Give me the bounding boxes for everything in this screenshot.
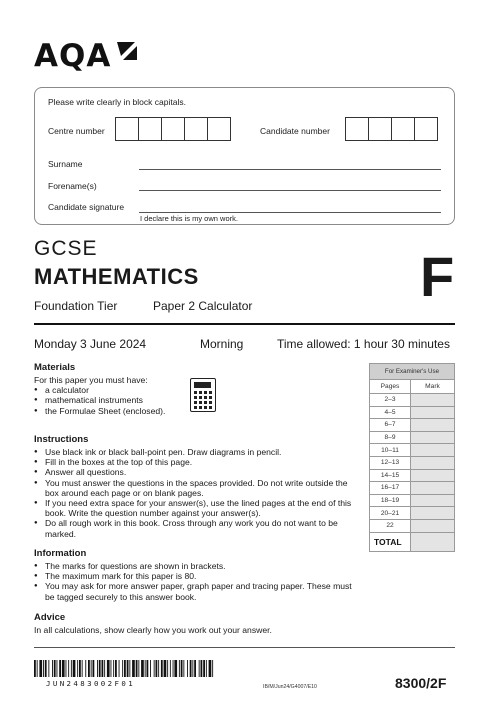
centre-number-label: Centre number bbox=[48, 126, 105, 136]
materials-heading: Materials bbox=[34, 362, 76, 373]
materials-intro: For this paper you must have: bbox=[34, 375, 148, 385]
centre-digit-box[interactable] bbox=[115, 117, 139, 141]
materials-list bbox=[34, 385, 214, 416]
pages-cell: 4–5 bbox=[370, 406, 411, 419]
table-row bbox=[370, 507, 455, 520]
table-row bbox=[370, 456, 455, 469]
mark-cell bbox=[411, 406, 455, 419]
information-list bbox=[34, 561, 354, 602]
instructions-heading: Instructions bbox=[34, 434, 89, 445]
mark-cell bbox=[411, 456, 455, 469]
pages-cell: 16–17 bbox=[370, 482, 411, 495]
advice-heading: Advice bbox=[34, 612, 66, 623]
table-row bbox=[370, 482, 455, 495]
table-row bbox=[370, 431, 455, 444]
mark-cell bbox=[411, 494, 455, 507]
materials-item: ● mathematical instruments bbox=[34, 395, 214, 405]
signature-label: Candidate signature bbox=[48, 202, 125, 212]
instruction-item: ● Use black ink or black ball-point pen. Draw diagrams in pencil. bbox=[34, 447, 359, 457]
materials-item: ● the Formulae Sheet (enclosed). bbox=[34, 406, 214, 416]
table-row bbox=[370, 419, 455, 432]
table-row bbox=[370, 406, 455, 419]
pages-cell: 2–3 bbox=[370, 394, 411, 407]
specification-code: 8300/2F bbox=[395, 675, 447, 691]
candidate-digit-box[interactable] bbox=[345, 117, 369, 141]
paper-reference: IB/M/Jun24/G4007/E10 bbox=[263, 684, 317, 690]
candidate-digit-box[interactable] bbox=[391, 117, 415, 141]
calculator-icon bbox=[190, 378, 216, 412]
information-item: ● The marks for questions are shown in brackets. bbox=[34, 561, 354, 571]
forenames-label: Forename(s) bbox=[48, 181, 97, 191]
advice-section bbox=[34, 612, 364, 635]
candidate-digit-box[interactable] bbox=[414, 117, 438, 141]
logo-wordmark: AQA bbox=[34, 38, 112, 74]
aqa-logo bbox=[34, 38, 139, 74]
exam-date: Monday 3 June 2024 bbox=[34, 337, 147, 351]
examiners-use-table bbox=[369, 363, 455, 552]
declaration-text: I declare this is my own work. bbox=[140, 214, 238, 223]
centre-digit-box[interactable] bbox=[184, 117, 208, 141]
pages-cell: 18–19 bbox=[370, 494, 411, 507]
subject-title: MATHEMATICS bbox=[34, 264, 199, 289]
aqa-tick-icon bbox=[115, 40, 139, 62]
pages-cell: 22 bbox=[370, 519, 411, 532]
advice-text: In all calculations, show clearly how you work out your answer. bbox=[34, 625, 272, 635]
instruction-item: ● If you need extra space for your answer(s), use the lined pages at the end of this book. Write the question number against your answer(s). bbox=[34, 498, 359, 518]
candidate-number-label: Candidate number bbox=[260, 126, 330, 136]
barcode-text: JUN2483002F01 bbox=[46, 679, 136, 688]
total-label: TOTAL bbox=[370, 532, 411, 551]
materials-section bbox=[34, 362, 214, 416]
candidate-details-box bbox=[34, 87, 455, 225]
table-row bbox=[370, 519, 455, 532]
pages-cell: 10–11 bbox=[370, 444, 411, 457]
instruction-item: ● Fill in the boxes at the top of this page. bbox=[34, 457, 359, 467]
mark-cell bbox=[411, 482, 455, 495]
centre-digit-box[interactable] bbox=[138, 117, 162, 141]
instruction-item: ● You must answer the questions in the spaces provided. Do not write outside the box around each page or on blank pages. bbox=[34, 478, 359, 498]
information-item: ● You may ask for more answer paper, graph paper and tracing paper. These must be tagged securely to this answer book. bbox=[34, 581, 354, 601]
mark-cell bbox=[411, 507, 455, 520]
table-row bbox=[370, 444, 455, 457]
tier-label: Foundation Tier bbox=[34, 299, 118, 313]
pages-cell: 20–21 bbox=[370, 507, 411, 520]
instruction-item: ● Do all rough work in this book. Cross through any work you do not want to be marked. bbox=[34, 518, 359, 538]
mark-cell bbox=[411, 431, 455, 444]
mark-column-header: Mark bbox=[411, 380, 455, 394]
surname-field[interactable] bbox=[139, 169, 441, 170]
information-item: ● The maximum mark for this paper is 80. bbox=[34, 571, 354, 581]
centre-digit-box[interactable] bbox=[207, 117, 231, 141]
instruction-item: ● Answer all questions. bbox=[34, 467, 359, 477]
block-capitals-instruction: Please write clearly in block capitals. bbox=[48, 97, 186, 107]
mark-cell bbox=[411, 519, 455, 532]
paper-label: Paper 2 Calculator bbox=[153, 299, 253, 313]
examiners-use-title: For Examiner's Use bbox=[370, 364, 455, 380]
table-row bbox=[370, 469, 455, 482]
signature-field[interactable] bbox=[139, 212, 441, 213]
mark-cell bbox=[411, 444, 455, 457]
qualification-title: GCSE bbox=[34, 237, 98, 260]
pages-cell: 6–7 bbox=[370, 419, 411, 432]
mark-cell bbox=[411, 419, 455, 432]
mark-cell bbox=[411, 394, 455, 407]
pages-cell: 14–15 bbox=[370, 469, 411, 482]
total-mark-cell bbox=[411, 532, 455, 551]
centre-digit-box[interactable] bbox=[161, 117, 185, 141]
pages-cell: 8–9 bbox=[370, 431, 411, 444]
information-heading: Information bbox=[34, 548, 87, 559]
barcode bbox=[34, 660, 214, 677]
surname-label: Surname bbox=[48, 159, 83, 169]
mark-cell bbox=[411, 469, 455, 482]
information-section bbox=[34, 548, 354, 602]
time-allowed: Time allowed: 1 hour 30 minutes bbox=[277, 337, 450, 351]
tier-letter: F bbox=[420, 245, 455, 308]
table-row bbox=[370, 394, 455, 407]
pages-cell: 12–13 bbox=[370, 456, 411, 469]
footer-divider bbox=[34, 647, 455, 648]
total-row bbox=[370, 532, 455, 551]
table-row bbox=[370, 494, 455, 507]
candidate-digit-box[interactable] bbox=[368, 117, 392, 141]
instructions-section bbox=[34, 434, 359, 539]
materials-item: ● a calculator bbox=[34, 385, 214, 395]
forenames-field[interactable] bbox=[139, 190, 441, 191]
pages-column-header: Pages bbox=[370, 380, 411, 394]
title-divider bbox=[34, 323, 455, 325]
instructions-list bbox=[34, 447, 359, 539]
candidate-number-boxes[interactable] bbox=[346, 117, 438, 141]
exam-session: Morning bbox=[200, 337, 244, 351]
centre-number-boxes[interactable] bbox=[116, 117, 231, 141]
